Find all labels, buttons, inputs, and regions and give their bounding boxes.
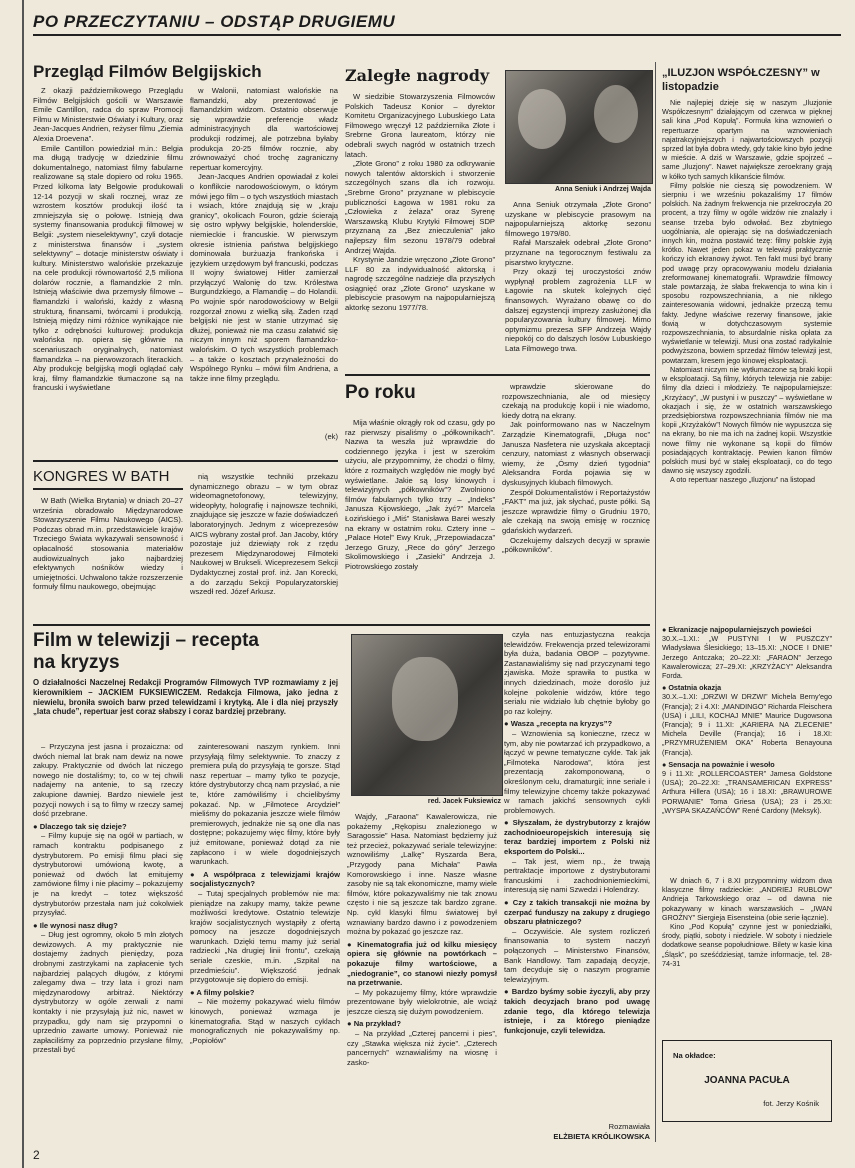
portrait-face bbox=[594, 85, 638, 143]
article-column-2 bbox=[190, 86, 338, 426]
paragraph: A oto repertuar naszego „Iluzjonu” na listopad bbox=[670, 475, 816, 485]
paragraph: – Nie możemy pokazywać wielu filmów kinowych, ponieważ wzmaga je kinematografia. Stąd w naszych cyklach monograficznych nie pokazywaliśmy np. „Popiołów” bbox=[190, 997, 340, 1045]
paragraph: – Filmy kupuje się na ogół w partiach, w ramach kontraktu podpisanego z dystrybutorem. Po emisji filmu płaci się dystrybutorowi umówioną kwotę, a ponieważ od dwóch lat emitujemy zamówione filmy i nie płacimy – pokazujemy je na kredyt – totez większość dystrybutorów przestała nam już cokolwiek przysyłać. bbox=[33, 831, 183, 918]
interview-question: ● Słyszałam, że dystrybutorzy z krajów zachodnioeuropejskich interesują się teraz bardziej importem z Polski niż eksportem do Polski... bbox=[504, 818, 650, 856]
paragraph: – Tak jest, wiem np., że trwają pertraktacje importowe z dystrybutorami francuskimi i zachodnioniemieckimi, interesują się nami Szwedzi i Holendrzy. bbox=[504, 856, 650, 895]
sidebar-closing bbox=[662, 876, 832, 996]
interview-question: ● Kinematografia już od kilku miesięcy opiera się głównie na powtórkach – pokazuje filmy wartościowe, a „niedogranie”, co stanowi niezły pomysł na przetrwanie. bbox=[347, 940, 497, 988]
paragraph: czyła nas entuzjastyczna reakcja telewidzów. Frekwencja przed telewizorami była duża, badania OBOP – pozytywne. Zastanawialiśmy się nad przyczynami tego zjawiska. Może sprawiła to pustka w innych dziedzinach, może doroślo już kolejne pokolenie widzów, które tego serialu nie widziało lub chętnie byłoby go po raz kolejny. bbox=[504, 630, 650, 716]
interview-question: ● A współpraca z telewizjami krajów socjalistycznych? bbox=[190, 870, 340, 889]
paragraph: zainteresowani naszym rynkiem. Inni przysyłają filmy selektywnie. To znaczy z premiera pulą do przysyłają te gorsze. Stąd nasz repertuar – mamy tylko te pozycje, które dystrybutorzy chcą nam przysłać, a nie te, które zamówiliśmy i chcielibyśmy pokazać. Np. w „Filmotece Arcydzieł” mieliśmy do pokazania jeszcze wiele filmów premierowych, jednakże nie są one dla nas dostępne; pokazujemy więc filmy, które były już emitowane, ponieważ dotąd za nie zapłacono i w wiele dogodniejszych warunkach. bbox=[190, 742, 340, 867]
article-column-2 bbox=[502, 382, 650, 616]
article-column-1 bbox=[33, 742, 183, 1148]
article-column-1 bbox=[345, 418, 495, 616]
paragraph: „Złote Grono” z roku 1980 za odkrywanie nowych talentów aktorskich i stworzenie szczególnych szans dla ich rozwoju. „Srebrne Grono” przyznane w plebiscycie publiczności Łagowa w 1981 roku za „Człowieka z żelaza” oraz Syrenę Warszawską Klubu Krytyki Filmowej SDP przyznaną za „Bez znieczulenia” jako najlepszy film sezonu 1978/79 odebrał Andrzej Wajda. bbox=[345, 159, 495, 255]
article-column-2 bbox=[190, 472, 338, 616]
photo-seniuk-wajda bbox=[505, 70, 653, 184]
cover-credit-box bbox=[662, 1040, 832, 1122]
interview-question: ● Bardzo byśmy sobie życzyli, aby przy takich decyzjach brano pod uwagę zdanie tego, dla którego telewizja istnieje, i za którego pieniądze funkcjonuje, czyli telewidza. bbox=[504, 987, 650, 1035]
photo-caption: red. Jacek Fuksiewicz bbox=[427, 798, 501, 805]
paragraph: W siedzibie Stowarzyszenia Filmowców Polskich Tadeusz Konior – dyrektor Komitetu Organizacyjnego Lubuskiego Lata Filmowego wręczył 12 października Złote i Srebrne Grona laureatom, którzy nie odebrali swych nagród w ostatnich trzech latach. bbox=[345, 92, 495, 159]
article-overdue-awards bbox=[345, 66, 650, 368]
divider bbox=[345, 374, 650, 376]
paragraph: Oczekujemy dalszych decyzji w sprawie „półkowników”. bbox=[502, 535, 650, 555]
paragraph: Filmy polskie nie cieszą się powodzeniem. W sierpniu i we wrześniu pokazaliśmy 17 filmów polskich. Na żadnym frekwencja nie przekroczyła 20 procent, a trzy filmy w ogóle widzów nie znalazły i seanse trzeba było odwołać. Bez zbytniego uogólniania, ale opierając się na doświadczeniach innych kin, można postawić tezę: filmy polskie żyją krótko. Nawet jeden pokaz w telewizji praktycznie kończy ich ekranowy żywot. Ten fakt musi być brany pod uwagę przy opracowywaniu modelu działania zreformowanej kinematografii. Wprawdzie filmowcy stale powtarzają, że słaba frekwencja to wina kin i sposobu rozpowszechniania, a nie niklego zainteresowania widowni, jednakże przeczą temu fakty. Jedyne właściwe rezerwy finansowe, jakie tkwią w dotychczasowym systemie rozpowszechniania, to absurdalnie niska opłata za wyświetlanie w telewizji. Musi ona zostać radykalnie podwyższona, bowiem sprzedaż filmów telewizji jest, powtarzam, kresem jego kinowej eksploatacji. bbox=[662, 180, 832, 365]
paragraph: – Wznowienia są konieczne, rzecz w tym, aby nie powtarzać ich przypadkowo, a łączyć w pewne tematyczne cykle. Tak jak „Filmoteka Narodowa”, która jest prezentacją zakomponowaną, o określonym celu, dramaturgii; inne seriale i filmy telewizyjne chcemy także pokazywać w ramach jakichś sensownych cykli problemowych. bbox=[504, 728, 650, 815]
program-heading: ● Ostatnia okazja bbox=[662, 683, 832, 692]
program-items: 9 i 11.XI: „ROLLERCOASTER” Jamesa Goldstone (USA); 20–22.XI: „TRANSAMERICAN EXPRESS” Arthura Hillera (USA); 16 i 18.XI: „BRAWUROWE PORWANIE” Toma Griesa (USA); 23 i 25.XI: „WYSPA SKAZAŃCÓW” René Cardony (Meksyk). bbox=[662, 769, 832, 815]
sidebar-divider bbox=[655, 62, 656, 1142]
photo-fuksiewicz bbox=[351, 634, 503, 796]
paragraph: Jak poinformowano nas w Naczelnym Zarządzie Kinematografii, „Długa noc” Janusza Nasfetera nie uzyskała akceptacji cenzury, natomiast z własnych obserwacji wiemy, że „Ósmy dzień tygodnia” Aleksandra Forda pojawia się w dyskusyjnych klubach filmowych. bbox=[502, 420, 650, 487]
paragraph: Krystynie Jandzie wręczono „Złote Grono” LLF 80 za indywidualność aktorską i nagrodę szczególne nadzieje dla przyszłych osiągnięć oraz „Złote Grono” uzyskane w plebiscycie prasowym na najpopularniejszą aktorkę sezonu 1977/78. bbox=[345, 255, 495, 313]
paragraph: – Przyczyna jest jasna i prozaiczna: od dwóch niemal lat brak nam dewiz na nowe zakupy. Praktycznie od dwóch lat niczego nowego nie dostaliśmy; to, co w tej chwili nadajemy na antenie, to są rzeczy zakupione dawniej. Bardzo niewiele jest pozycji nowych i są to filmy w rzeczy samej dość przebrane. bbox=[33, 742, 183, 819]
cover-photo-credit: fot. Jerzy Kośnik bbox=[763, 1099, 819, 1108]
article-column-2 bbox=[190, 742, 340, 1148]
sidebar-text bbox=[662, 98, 832, 618]
article-column-3 bbox=[347, 812, 497, 1148]
sidebar-iluzjon bbox=[662, 66, 832, 1141]
article-column-2 bbox=[505, 200, 651, 370]
paragraph: nią wszystkie techniki przekazu dynamicznego obrazu – w tym obraz wideomagnetofonowy, telewizyjny, wideopłyty, holografię i najnowsze techniki, znajdujące się jeszcze w fazie doświadczeń laboratoryjnych. Jednym z wiceprezesów AICS wybrany został prof. Jan Jacoby, który pozostaje już dziewiąty rok z rzędu prezesem Międzynarodowej Filmoteki Naukowej w Brukseli. Wiceprezesem Sekcji Dydaktycznej został prof. inż. Jan Korecki, a do zarządu Sekcji Popularyzatorskiej wszedł red. Józef Arkusz. bbox=[190, 472, 338, 597]
paragraph: W dniach 6, 7 i 8.XI przypomnimy widzom dwa klasyczne filmy radzieckie: „ANDRIEJ RUBLOW” Andrieja Tarkowskiego oraz – od dawna nie pokazywany w kinach warszawskich – „IWAN GROŹNY” Siergieja Eisensteina (obie serie łącznie). bbox=[662, 876, 832, 922]
sidebar-title: „ILUZJON WSPÓŁCZESNY” w listopadzie bbox=[662, 67, 820, 93]
paragraph: Mija właśnie okrągły rok od czasu, gdy po raz pierwszy pisaliśmy o „półkownikach”. Nazwa ta weszła już wprawdzie do codziennego języka i jest w szerokim użyciu, ale przypomnimy, że chodzi o filmy, które z rozmaitych względów nie mogły być wyświetlane. Jakie są losy kinowych i telewizyjnych „półkowników”? Zwolniono filmów fabularnych tylko trzy – „Indeks” Janusza Kijowskiego, „Jak żyć?” Marcela Łozińskiego i „Miś” Stanisława Barei weszły na ekrany w ostatnim roku. Cztery inne – „Palace Hotel” Ewy Kruk, „Przepowiadacza” Jerzego Gruzy, „Rece do góry” Jerzego Skolimowskiego i „Zasieki” Andrzeja J. Piotrowskiego zostały bbox=[345, 418, 495, 571]
header-rule bbox=[33, 34, 841, 36]
paragraph: Natomiast niczym nie wytłumaczone są braki kopii w eksploatacji. Są filmy, których telewizja nie zabije: filmy dla dzieci i młodzieży. Te najpopularniejsze: „Krzyżacy”, „W pustyni i w puszczy” – wyświetlane w okazjach i się, że w ostatnich warszawskiego przedsiębiorstwa rozpowszechniania filmów nie ma kopii „Krzyżaków”! Nowych filmów nie wypuszcza się na ekrany, bo nie ma ich na żadnej kopii. Wszystkie nowe filmy nie wykonane są kopii do filmów posiadających kontraktację. Pewien kanon filmów polskich musi być w stałej eksploatacji, co do tego dawno się wszyscy zgodzili. bbox=[662, 364, 832, 476]
paragraph: Kino „Pod Kopułą” czynne jest w poniedziałki, środy, piątki, soboty i niedziele. W soboty i niedziele dodatkowe seanse popołudniowe. Bilety w kasie kina „Śląsk”, po sześćdziesiąt, tamże informacje, tel. 28-74-31 bbox=[662, 922, 832, 968]
divider bbox=[33, 624, 650, 626]
paragraph: – Tutaj specjalnych problemów nie ma: pieniądze na zakupy mamy, także pewne możliwości kredytowe. Ostatnio telewizje krajów socjalistycznych wystąpiły z ofertą pomocy na jeszcze dogodniejszych warunkach. Dzięki temu mamy już serial radziecki „Na drugiej linii frontu”, czekają seriale czeskie, m.in. „Szpital na przedmieściu”. Większość jednak przygotowuje się dopiero do emisji. bbox=[190, 888, 340, 985]
interview-question: ● Dlaczego tak się dzieje? bbox=[33, 822, 183, 832]
article-title: Po roku bbox=[345, 382, 416, 403]
article-signature: (ek) bbox=[324, 432, 338, 441]
article-title: Film w telewizji – recepta na kryzys bbox=[33, 630, 259, 673]
interview-question: ● Czy z takich transakcji nie można by czerpać funduszy na zakupy z drugiego obszaru płatniczego? bbox=[504, 898, 650, 927]
byline-name: ELŻBIETA KRÓLIKOWSKA bbox=[553, 1132, 650, 1141]
article-lead: O działalności Naczelnej Redakcji Programów Filmowych TVP rozmawiamy z jej kierownikiem – JACKIEM FUKSIEWICZEM. Redakcja Filmowa, jako jedna z niewielu, broniła swoich barw przed telewidzami i krytyką. Ale i dla niej przyszły „lata chude”, repertuar jest coraz słabszy i coraz bardziej przebrany. bbox=[33, 678, 338, 717]
paragraph: Zespół Dokumentalistów i Reportażystów „FAKT” ma już, jak słychać, puste półki. Są jeszcze wprawdzie filmy o Grudniu 1970, ale czekają na swoją emisję w rocznicę gdańskich wydarzeń. bbox=[502, 487, 650, 535]
paragraph: Wajdy, „Faraona” Kawalerowicza, nie pokażemy „Rękopisu znalezionego w Saragossie” Hasa. Natomiast będziemy już też przecież, pokazywać seriale telewizyjne: wznowiliśmy „Lalkę” Ryszarda Bera, „Przygody pana Michała” Pawła Komorowskiego i inne. Nasze własne zasoby nie są tak ekonomiczne, mamy wiele filmów, które pokazywaliśmy nie tak znowu często i nie są jeszcze tak bardzo zgrane. Np. cykl klasyki filmu światowej był wznawiany bardzo dawno i z powodzeniem można by pokazać go jeszcze raz. bbox=[347, 812, 497, 937]
paragraph: Jean-Jacques Andrien opowiadał z kolei o konflikcie narodowościowym, o którym mówi jego film – o tych wszystkich miastach i wsiach, które znajdują się w „kraju granicy”, okolicach Fouron, gdzie ścierają się ostro wpływy belgijskie, holenderskie, niemieckie i francuskie. W pierwszym okresie istnienia państwa belgijskiego dominowała burżuazja frankońska i językiem urzędowym był francuski, podczas II wojny światowej Hitler zamierzał przyłączyć Walonię do tzw. Królestwa Burgundzkiego, a Flamandię – do Holandii. Po wojnie spór narodowościowy w Belgii rozgorzał znowu z wielką siłą. Żaden rząd belgijski nie jest w stanie utrzymać się dłużej, ponieważ nie ma czasu załatwić się niczym innym niż sporem flamandzko-walońskim. O tych wszystkich problemach – a także o kosztach przynależności do Wspólnego Rynku – mówi film Andriena, a także inne filmy przeglądu. bbox=[190, 172, 338, 383]
article-after-a-year bbox=[345, 382, 650, 618]
article-title: Zaległe nagrody bbox=[345, 66, 490, 85]
paragraph: – Na przykład „Czterej pancerni i pies”, czy „Stawka większa niż życie”. „Czterech pancernych” wznawialiśmy na wiosnę i zasko- bbox=[347, 1029, 497, 1067]
cover-name: JOANNA PACUŁA bbox=[704, 1075, 790, 1086]
section-header: PO PRZECZYTANIU – ODSTĄP DRUGIEMU bbox=[33, 12, 396, 31]
paragraph: Anna Seniuk otrzymała „Złote Grono” uzyskane w plebiscycie prasowym na najpopularniejszą aktorkę sezonu filmowego 1979/80. bbox=[505, 200, 651, 238]
paragraph: Nie najlepiej dzieje się w naszym „Iluzjonie Współczesnym” działającym od czerwca w pięknej sali kina „Pod Kopułą”. Formuła kina wznowień o repertuarze opartym na wznowieniach najatrakcyjniejszych i najwartościowszych pozycji sprzed lat była dobra wtedy, gdy takie kino było jedne w mieście. A dziś w Warszawie, gdzie spojrzeć – same „Iluzjony”. Nawet największe zeroekrany grają w kółko tych samych klikanście filmów. bbox=[662, 98, 832, 181]
paragraph: – My pokazujemy filmy, które wprawdzie prezentowane były wielokrotnie, ale wciąż jeszcze cieszą się dużym powodzeniem. bbox=[347, 987, 497, 1016]
paragraph: Emile Cantillon powiedział m.in.: Belgia ma długą tradycję w dziedzinie filmu dokumentalnego, natomiast filmy fabularne realizowane są stale dopiero od roku 1965. Przed kilkoma laty Belgowie produkowali 12-14 pozycji w skali rocznej, wraz ze wzrostem kosztów produkcji ilość ta zmniejszyła się o połowę. Istnieją dwa systemy finansowania produkcji filmowej w Belgii: „system nieselektywny”, czyli dotacje z ministerstwa finansów i „system selektywny” – dotacje ministerstw oświaty i kultury. Ministerstwo walońskie przekazuje na cele produkcji równowartość 2,5 miliona dolarów rocznie, a flamandzkie 2 mln. Istnieją właściwie dwa przemysły filmowe – flamandzki i waloński, każdy z własną strukturą, finansami, twórcami i produkcją. Istnieją między nimi różnice wynikające nie tylko z odrębności kulturowej: produkcja walońska np. opiera się głównie na scenariuszach oryginalnych, natomiast flamandzka – na pierwowzorach literackich. Aby produkcję belgijską mogli oglądać cały kraj, filmy flamandzkie tłumaczone są na francuski i wyświetlane bbox=[33, 143, 183, 393]
photo-caption: Anna Seniuk i Andrzej Wajda bbox=[555, 186, 651, 193]
paragraph: Przy okazji tej uroczystości znów wypłynął problem zagrożenia LLF w Łagowie na skutek kolejnych cięć finansowych. Wyrażano obawę co do dalszej egzystencji imprezy zasłużonej dla popularyzowania kultury filmowej. Mimo optymizmu prezesa SFP Andrzeja Wajdy niepokój co do dalszych losów Lubuskiego Lata Filmowego trwa. bbox=[505, 267, 651, 353]
article-column-4 bbox=[504, 630, 650, 1120]
paragraph: – Dług jest ogromny, około 5 mln złotych dewizowych. A my praktycznie nie dostajemy żadnych pieniędzy, poza drobnymi zastrzykami na zapłacenie tych najbardziej palących długów, z którymi zalegamy dwa – trzy lata i grozi nam międzynarodowy arbitraż. Niektórzy dystrybutorzy w ogóle zerwali z nami kontakty i nie przysyłają już nic, nawet w przypadku, gdy nam się przypomni o uprzednio zawarte umowy. Ponieważ nie zapłaciliśmy za poprzednio przysłane filmy, przestali być bbox=[33, 930, 183, 1055]
article-belgian-films bbox=[33, 62, 338, 452]
interview-question: ● Ile wynosi nasz dług? bbox=[33, 921, 183, 931]
interview-question: ● A filmy polskie? bbox=[190, 988, 340, 998]
paragraph: wprawdzie skierowane do rozpowszechniania, ale od miesięcy czekają na produkcję kopii i nie wiadomo, kiedy dotrą na ekrany. bbox=[502, 382, 650, 420]
sidebar-program bbox=[662, 622, 832, 872]
article-title: KONGRES W BATH bbox=[33, 468, 170, 485]
interview-question: ● Na przykład? bbox=[347, 1019, 497, 1029]
divider bbox=[33, 460, 338, 462]
paragraph: Rafał Marszałek odebrał „Złote Grono” przyznane na tegorocznym festiwalu za pisarstwo krytyczne. bbox=[505, 238, 651, 267]
article-column-1 bbox=[33, 86, 183, 448]
program-heading: ● Ekranizacje najpopularniejszych powieści bbox=[662, 625, 832, 634]
paragraph: W Bath (Wielka Brytania) w dniach 20–27 września obradowało Międzynarodowe Stowarzyszenie Filmu Naukowego (AICS). Podczas obrad m.in. przedstawiciele krajów Trzeciego Świata wykazywali sensowność i opłacalność stosowania materiałów audiowizualnych jako najbardziej efektywnych nośników wiedzy i umiejętności. Uchwalono także rozszerzenie formuły filmu naukowego, obejmując bbox=[33, 496, 183, 592]
page-number: 2 bbox=[33, 1148, 40, 1162]
portrait-face bbox=[392, 657, 458, 741]
program-items: 30.X.–1.XI.: „W PUSTYNI I W PUSZCZY” Władysława Ślesickiego; 13–15.XI: „NOCE I DNIE” Jerzego Antczaka; 20–22.XI: „FARAON” Jerzego Kawalerowicza; 27–29.XI: „KRZYŻACY” Aleksandra Forda. bbox=[662, 634, 832, 681]
paragraph: – Oczywiście. Ale system rozliczeń finansowania to system naczyń połączonych – Ministerstwo Finansów, Bank Handlowy. Tam zapadają decyzje, tam decyduje się o naszym programie telewizyjnym. bbox=[504, 926, 650, 984]
title-underline bbox=[33, 488, 183, 490]
byline-label: Rozmawiała bbox=[608, 1122, 650, 1131]
cover-label: Na okładce: bbox=[673, 1051, 716, 1060]
interview-question: ● Wasza „recepta na kryzys”? bbox=[504, 719, 650, 729]
article-column-1 bbox=[33, 496, 183, 616]
article-bath-congress bbox=[33, 468, 338, 618]
article-tv-film bbox=[33, 630, 650, 1150]
program-heading: ● Sensacja na poważnie i wesoło bbox=[662, 760, 832, 769]
program-items: 30.X.–1.XI: „DRZWI W DRZWI” Michela Berny'ego (Francja); 2 i 4.XI: „MANDINGO” Richarda Fleischera (USA) i „LILI, KOCHAJ MNIE” Maurice Dugowsona (Francja); 9 i 11.XI: „KARIERA NA ZLECENIE” Michela Deville (Francja); 16 i 18.XI: „PRZYMRUŻENIEM OKA” Roberta Benayouna (Francja). bbox=[662, 692, 832, 757]
portrait-face bbox=[518, 89, 566, 149]
article-title: Przegląd Filmów Belgijskich bbox=[33, 62, 262, 81]
page-border-left bbox=[22, 0, 24, 1168]
article-column-1 bbox=[345, 92, 495, 392]
paragraph: Z okazji październikowego Przeglądu Filmów Belgijskich gościli w Warszawie Emile Cantillon, radca do spraw Promocji Filmu w Ministerstwie Oświaty i Kultury, oraz Jean-Jacques Andrien, reżyser filmu „Ziemia Alexia Droevena”. bbox=[33, 86, 183, 143]
paragraph: w Walonii, natomiast walońskie na flamandzki, aby prezentować je flamandzkim widzom. Ostatnio obserwuje się wprawdzie preferencje władz administracyjnych dla wartościowej produkcji rodzimej, ale potrzebna byłaby produkcja 20-25 filmów rocznie, aby zrównoważyć choć trochę zagraniczny repertuar komercyjny. bbox=[190, 86, 338, 172]
